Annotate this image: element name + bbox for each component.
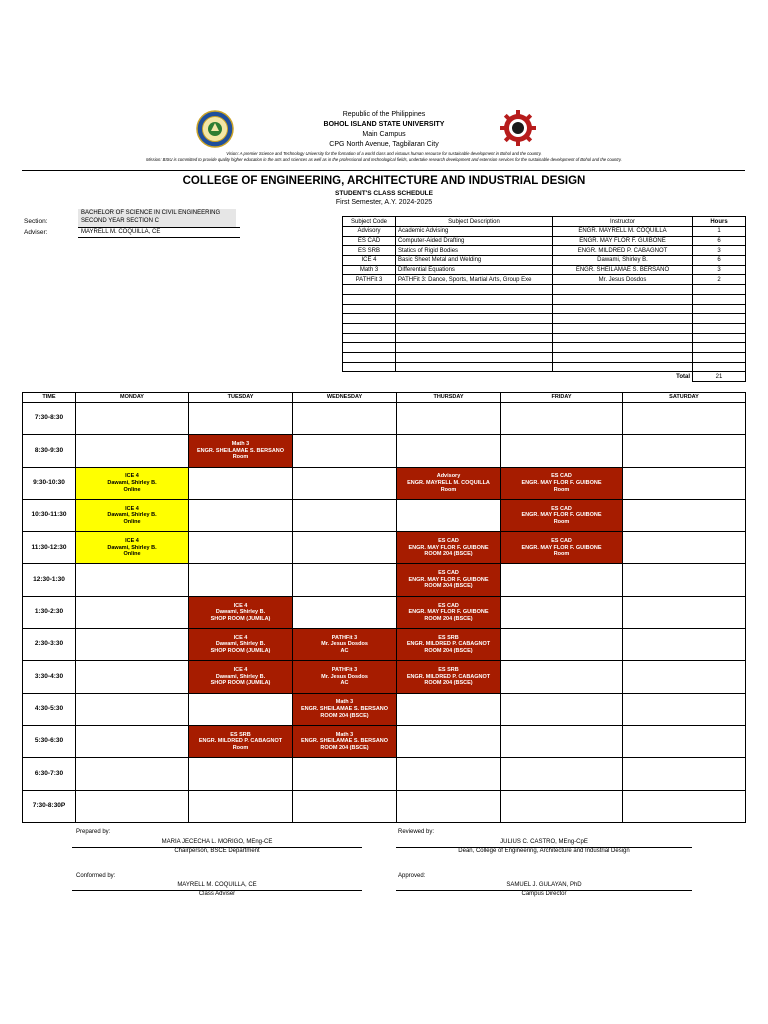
subject-hours-cell	[693, 285, 746, 295]
subject-instructor-cell	[553, 314, 693, 324]
class-slot	[189, 661, 293, 693]
empty-slot	[501, 435, 623, 467]
empty-slot	[76, 596, 189, 628]
empty-slot	[623, 790, 746, 822]
empty-slot	[623, 532, 746, 564]
class-slot-line: AC	[340, 648, 349, 655]
subject-instructor-cell: ENGR. MILDRED P. CABAGNOT	[553, 246, 693, 256]
empty-slot	[501, 725, 623, 757]
class-slot-line: Dawami, Shirley B.	[107, 512, 157, 519]
schedule-row	[23, 596, 746, 628]
class-slot-line: AC	[340, 680, 349, 687]
total-label: Total	[553, 372, 693, 382]
class-slot	[189, 725, 293, 757]
subject-row	[343, 352, 746, 362]
subject-code-cell	[343, 352, 396, 362]
class-slot-line: ICE 4	[233, 634, 248, 641]
class-slot-line: ROOM 204 (BSCE)	[320, 712, 369, 719]
class-slot-line: SHOP ROOM (JUMILA)	[210, 680, 271, 687]
class-slot-line: ROOM 204 (BSCE)	[424, 648, 473, 655]
class-slot	[293, 629, 397, 661]
empty-slot	[623, 499, 746, 531]
class-slot	[189, 596, 293, 628]
subject-code-cell	[343, 285, 396, 295]
class-slot-line: Online	[123, 551, 141, 558]
class-slot-line: Online	[123, 518, 141, 525]
subject-code-cell: ES CAD	[343, 236, 396, 246]
subject-instructor-cell	[553, 333, 693, 343]
subject-instructor-cell	[553, 294, 693, 304]
class-slot-line: ROOM 204 (BSCE)	[424, 551, 473, 558]
subject-desc-cell	[396, 304, 553, 314]
class-slot-line: ICE 4	[233, 667, 248, 674]
college-title: COLLEGE OF ENGINEERING, ARCHITECTURE AND INDUSTRIAL DESIGN	[182, 175, 586, 187]
empty-slot	[293, 435, 397, 467]
class-slot-line: ENGR. SHEILAMAE S. BERSANO	[196, 447, 285, 454]
subject-code-cell: PATHFit 3	[343, 275, 396, 285]
empty-slot	[623, 661, 746, 693]
empty-slot	[76, 725, 189, 757]
subject-instructor-cell	[553, 352, 693, 362]
schedule-header-monday: MONDAY	[76, 393, 189, 403]
class-slot-line: Mr. Jesus Dosdos	[321, 673, 368, 680]
class-slot-line: ENGR. MAY FLOR F. GUIBONE	[521, 512, 602, 519]
empty-slot	[76, 564, 189, 596]
reviewed-label: Reviewed by:	[398, 829, 435, 835]
subject-desc-cell: Academic Advising	[396, 227, 553, 237]
subject-hours-cell	[693, 294, 746, 304]
class-slot	[293, 725, 397, 757]
conformed-name: MAYRELL M. COQUILLA, CE	[177, 882, 257, 888]
class-slot-line: ENGR. MILDRED P. CABAGNOT	[406, 673, 491, 680]
empty-slot	[623, 596, 746, 628]
subject-row	[343, 333, 746, 343]
subjects-header-cell: Subject Description	[396, 217, 553, 227]
schedule-row	[23, 661, 746, 693]
class-slot-line: Room	[232, 744, 249, 751]
schedule-row	[23, 532, 746, 564]
header-divider	[22, 170, 745, 171]
empty-slot	[623, 564, 746, 596]
schedule-header-thursday: THURSDAY	[397, 393, 501, 403]
subject-code-cell	[343, 294, 396, 304]
subject-desc-cell	[396, 343, 553, 353]
empty-slot	[501, 661, 623, 693]
empty-slot	[501, 629, 623, 661]
class-slot-line: ES CAD	[438, 537, 459, 544]
schedule-row	[23, 499, 746, 531]
subject-desc-cell	[396, 285, 553, 295]
conformed-label: Conformed by:	[76, 873, 116, 879]
empty-slot	[623, 725, 746, 757]
class-slot-line: Dawami, Shirley B.	[215, 673, 266, 680]
time-cell: 10:30-11:30	[23, 499, 76, 531]
class-slot-line: ES CAD	[551, 505, 572, 512]
class-slot-line: ES SRB	[438, 634, 459, 641]
university-name: BOHOL ISLAND STATE UNIVERSITY	[323, 121, 445, 128]
class-slot	[501, 532, 623, 564]
subject-desc-cell: Computer-Aided Drafting	[396, 236, 553, 246]
prepared-title: Chairperson, BSCE Department	[174, 848, 260, 854]
schedule-title: STUDENT'S CLASS SCHEDULE	[335, 190, 433, 197]
class-slot-line: PATHFit 3	[331, 634, 358, 641]
subject-row	[343, 285, 746, 295]
class-slot-line: Room	[440, 486, 457, 493]
class-slot-line: ENGR. MAY FLOR F. GUIBONE	[408, 544, 489, 551]
schedule-header-tuesday: TUESDAY	[189, 393, 293, 403]
subject-hours-cell: 3	[693, 265, 746, 275]
class-slot-line: ES SRB	[438, 667, 459, 674]
empty-slot	[501, 403, 623, 435]
time-cell: 8:30-9:30	[23, 435, 76, 467]
conformed-title: Class Adviser	[198, 891, 236, 897]
total-spacer	[343, 372, 553, 382]
class-slot	[397, 564, 501, 596]
class-slot-line: ES CAD	[551, 473, 572, 480]
adviser-underline	[78, 237, 240, 238]
empty-slot	[76, 403, 189, 435]
class-slot-line: ENGR. MAY FLOR F. GUIBONE	[408, 576, 489, 583]
subject-row	[343, 256, 746, 266]
subject-row	[343, 304, 746, 314]
section-label: Section:	[24, 218, 48, 225]
class-slot-line: SHOP ROOM (JUMILA)	[210, 615, 271, 622]
vision-statement: Vision: A premier Science and Technology University for the formation of a world class and virtuous human resource for sustainable development in Bohol and the country.	[226, 151, 542, 156]
class-slot-line: ENGR. MAY FLOR F. GUIBONE	[521, 479, 602, 486]
empty-slot	[293, 467, 397, 499]
subjects-table	[342, 216, 746, 382]
time-cell: 9:30-10:30	[23, 467, 76, 499]
class-slot-line: Mr. Jesus Dosdos	[321, 641, 368, 648]
class-slot-line: ICE 4	[125, 473, 139, 480]
subject-row	[343, 362, 746, 372]
subject-code-cell	[343, 333, 396, 343]
class-slot	[76, 499, 189, 531]
subject-hours-cell	[693, 343, 746, 353]
subject-desc-cell: Statics of Rigid Bodies	[396, 246, 553, 256]
class-slot-line: Room	[553, 486, 570, 493]
time-cell: 11:30-12:30	[23, 532, 76, 564]
time-cell: 7:30-8:30P	[23, 790, 76, 822]
schedule-row	[23, 403, 746, 435]
empty-slot	[397, 403, 501, 435]
subject-desc-cell: Basic Sheet Metal and Welding	[396, 256, 553, 266]
subject-row	[343, 265, 746, 275]
empty-slot	[623, 629, 746, 661]
class-slot	[397, 596, 501, 628]
empty-slot	[397, 693, 501, 725]
subject-instructor-cell	[553, 362, 693, 372]
mission-statement: Mission: BISU is committed to provide quality higher education in the arts and sciences as well as in the professional and technological fields, undertake research development and extension services for the sustainable development of Bohol and the country.	[146, 157, 622, 162]
subjects-header-cell: Subject Code	[343, 217, 396, 227]
class-slot-line: Dawami, Shirley B.	[107, 544, 157, 551]
class-slot-line: Math 3	[335, 731, 354, 738]
class-slot	[397, 467, 501, 499]
subject-hours-cell	[693, 304, 746, 314]
empty-slot	[501, 790, 623, 822]
empty-slot	[397, 790, 501, 822]
subject-code-cell	[343, 323, 396, 333]
empty-slot	[293, 499, 397, 531]
class-slot-line: ROOM 204 (BSCE)	[424, 680, 473, 687]
schedule-row	[23, 758, 746, 790]
class-slot-line: Math 3	[231, 441, 250, 448]
approved-title: Campus Director	[521, 891, 567, 897]
class-slot-line: ROOM 204 (BSCE)	[424, 615, 473, 622]
subject-hours-cell	[693, 362, 746, 372]
subjects-header-cell: Instructor	[553, 217, 693, 227]
empty-slot	[293, 790, 397, 822]
empty-slot	[189, 499, 293, 531]
class-slot-line: ENGR. MAYRELL M. COQUILLA	[407, 479, 490, 486]
empty-slot	[189, 564, 293, 596]
prepared-label: Prepared by:	[76, 829, 111, 835]
empty-slot	[623, 435, 746, 467]
subject-hours-cell: 6	[693, 256, 746, 266]
class-slot	[293, 693, 397, 725]
schedule-row	[23, 790, 746, 822]
empty-slot	[623, 467, 746, 499]
empty-slot	[76, 661, 189, 693]
class-slot-line: Room	[553, 518, 570, 525]
schedule-row	[23, 564, 746, 596]
subject-desc-cell	[396, 362, 553, 372]
class-slot-line: ENGR. MILDRED P. CABAGNOT	[198, 738, 283, 745]
time-cell: 4:30-5:30	[23, 693, 76, 725]
class-slot-line: ENGR. MAY FLOR F. GUIBONE	[521, 544, 602, 551]
class-slot-line: ES CAD	[438, 570, 459, 577]
subject-row	[343, 246, 746, 256]
class-slot	[76, 467, 189, 499]
subject-desc-cell: PATHFit 3: Dance, Sports, Martial Arts, Group Exe	[396, 275, 553, 285]
schedule-header-wednesday: WEDNESDAY	[293, 393, 397, 403]
class-slot	[293, 661, 397, 693]
empty-slot	[76, 435, 189, 467]
subject-instructor-cell	[553, 304, 693, 314]
subject-row	[343, 275, 746, 285]
class-slot-line: ENGR. MILDRED P. CABAGNOT	[406, 641, 491, 648]
empty-slot	[623, 403, 746, 435]
empty-slot	[397, 725, 501, 757]
time-cell: 2:30-3:30	[23, 629, 76, 661]
empty-slot	[501, 693, 623, 725]
approved-label: Approved:	[398, 873, 426, 879]
subject-instructor-cell: ENGR. MAYRELL M. COQUILLA	[553, 227, 693, 237]
empty-slot	[501, 564, 623, 596]
time-cell: 3:30-4:30	[23, 661, 76, 693]
subject-row	[343, 294, 746, 304]
empty-slot	[76, 629, 189, 661]
subject-instructor-cell	[553, 343, 693, 353]
address-line: CPG North Avenue, Tagbilaran City	[329, 141, 439, 148]
approved-name: SAMUEL J. GULAYAN, PhD	[506, 882, 582, 888]
empty-slot	[76, 693, 189, 725]
empty-slot	[293, 758, 397, 790]
subject-row	[343, 236, 746, 246]
subject-hours-cell	[693, 314, 746, 324]
time-cell: 6:30-7:30	[23, 758, 76, 790]
schedule-header-time: TIME	[23, 393, 76, 403]
country-line: Republic of the Philippines	[342, 111, 426, 118]
subject-desc-cell: Differential Equations	[396, 265, 553, 275]
subject-hours-cell: 2	[693, 275, 746, 285]
subject-instructor-cell: ENGR. MAY FLOR F. GUIBONE	[553, 236, 693, 246]
subject-hours-cell: 3	[693, 246, 746, 256]
subject-instructor-cell: Dawami, Shirley B.	[553, 256, 693, 266]
class-slot-line: Room	[553, 551, 570, 558]
class-slot-line: Dawami, Shirley B.	[215, 641, 266, 648]
reviewed-name: JULIUS C. CASTRO, MEng-CpE	[500, 839, 588, 845]
empty-slot	[189, 758, 293, 790]
empty-slot	[189, 532, 293, 564]
class-slot-line: Online	[123, 486, 141, 493]
class-slot-line: ICE 4	[233, 602, 248, 609]
empty-slot	[397, 499, 501, 531]
reviewed-title: Dean, College of Engineering, Architecture and Industrial Design	[458, 848, 630, 854]
subject-desc-cell	[396, 323, 553, 333]
adviser-label: Adviser:	[24, 229, 48, 236]
subject-instructor-cell	[553, 285, 693, 295]
time-cell: 12:30-1:30	[23, 564, 76, 596]
empty-slot	[623, 693, 746, 725]
time-cell: 5:30-6:30	[23, 725, 76, 757]
empty-slot	[397, 758, 501, 790]
subject-hours-cell	[693, 323, 746, 333]
empty-slot	[293, 564, 397, 596]
class-slot-line: ROOM 204 (BSCE)	[320, 744, 369, 751]
semester-line: First Semester, A.Y. 2024-2025	[335, 199, 433, 206]
schedule-row	[23, 693, 746, 725]
class-slot-line: SHOP ROOM (JUMILA)	[210, 648, 271, 655]
empty-slot	[189, 790, 293, 822]
class-slot-line: ICE 4	[125, 505, 139, 512]
subject-row	[343, 314, 746, 324]
schedule-table	[22, 392, 746, 823]
empty-slot	[293, 596, 397, 628]
class-slot	[397, 629, 501, 661]
subjects-header-cell: Hours	[693, 217, 746, 227]
class-slot-line: ES CAD	[438, 602, 459, 609]
subject-hours-cell	[693, 333, 746, 343]
empty-slot	[293, 403, 397, 435]
adviser-value: MAYRELL M. COQUILLA, CE	[81, 229, 161, 235]
class-slot	[189, 629, 293, 661]
empty-slot	[189, 693, 293, 725]
schedule-row	[23, 435, 746, 467]
prepared-name: MARIA JECECHA L. MORIGO, MEng-CE	[161, 839, 273, 845]
class-slot	[397, 661, 501, 693]
class-slot-line: Dawami, Shirley B.	[107, 479, 157, 486]
subject-code-cell	[343, 362, 396, 372]
schedule-header-saturday: SATURDAY	[623, 393, 746, 403]
subject-code-cell: Advisory	[343, 227, 396, 237]
class-slot-line: ENGR. SHEILAMAE S. BERSANO	[300, 706, 389, 713]
program-box	[78, 209, 236, 227]
class-slot	[397, 532, 501, 564]
class-slot-line: ES SRB	[230, 731, 251, 738]
class-slot-line: ES CAD	[551, 537, 572, 544]
class-slot	[189, 435, 293, 467]
subjects-total-row	[343, 372, 746, 382]
subject-code-cell: Math 3	[343, 265, 396, 275]
empty-slot	[76, 758, 189, 790]
subject-hours-cell: 6	[693, 236, 746, 246]
class-slot-line: PATHFit 3	[331, 667, 358, 674]
class-slot-line: ENGR. MAY FLOR F. GUIBONE	[408, 609, 489, 616]
subject-desc-cell	[396, 314, 553, 324]
subject-desc-cell	[396, 352, 553, 362]
class-slot-line: ENGR. SHEILAMAE S. BERSANO	[300, 738, 389, 745]
empty-slot	[293, 532, 397, 564]
class-slot	[501, 499, 623, 531]
class-slot-line: Dawami, Shirley B.	[215, 609, 266, 616]
total-hours: 21	[693, 372, 746, 382]
schedule-header-friday: FRIDAY	[501, 393, 623, 403]
empty-slot	[501, 596, 623, 628]
empty-slot	[76, 790, 189, 822]
class-slot	[76, 532, 189, 564]
empty-slot	[397, 435, 501, 467]
class-slot-line: ICE 4	[125, 537, 139, 544]
class-slot-line: Room	[232, 454, 249, 461]
subject-row	[343, 227, 746, 237]
subject-code-cell	[343, 343, 396, 353]
class-slot-line: ROOM 204 (BSCE)	[424, 583, 473, 590]
subject-instructor-cell: Mr. Jesus Dosdos	[553, 275, 693, 285]
schedule-row	[23, 629, 746, 661]
program-name: BACHELOR OF SCIENCE IN CIVIL ENGINEERING	[81, 210, 221, 216]
subject-code-cell	[343, 304, 396, 314]
time-cell: 7:30-8:30	[23, 403, 76, 435]
subject-code-cell	[343, 314, 396, 324]
subject-hours-cell	[693, 352, 746, 362]
class-slot-line: Math 3	[335, 699, 354, 706]
subject-row	[343, 343, 746, 353]
empty-slot	[189, 467, 293, 499]
subject-code-cell: ES SRB	[343, 246, 396, 256]
subject-hours-cell: 1	[693, 227, 746, 237]
empty-slot	[189, 403, 293, 435]
subject-instructor-cell: ENGR. SHEILAMAE S. BERSANO	[553, 265, 693, 275]
campus-line: Main Campus	[362, 131, 406, 138]
subject-code-cell: ICE 4	[343, 256, 396, 266]
class-slot-line: Advisory	[436, 473, 461, 480]
subject-desc-cell	[396, 333, 553, 343]
subjects-header-row	[343, 217, 746, 227]
empty-slot	[501, 758, 623, 790]
time-cell: 1:30-2:30	[23, 596, 76, 628]
schedule-row	[23, 467, 746, 499]
subject-desc-cell	[396, 294, 553, 304]
subject-row	[343, 323, 746, 333]
empty-slot	[623, 758, 746, 790]
subject-instructor-cell	[553, 323, 693, 333]
section-value: SECOND YEAR SECTION C	[81, 218, 159, 224]
class-slot	[501, 467, 623, 499]
schedule-row	[23, 725, 746, 757]
